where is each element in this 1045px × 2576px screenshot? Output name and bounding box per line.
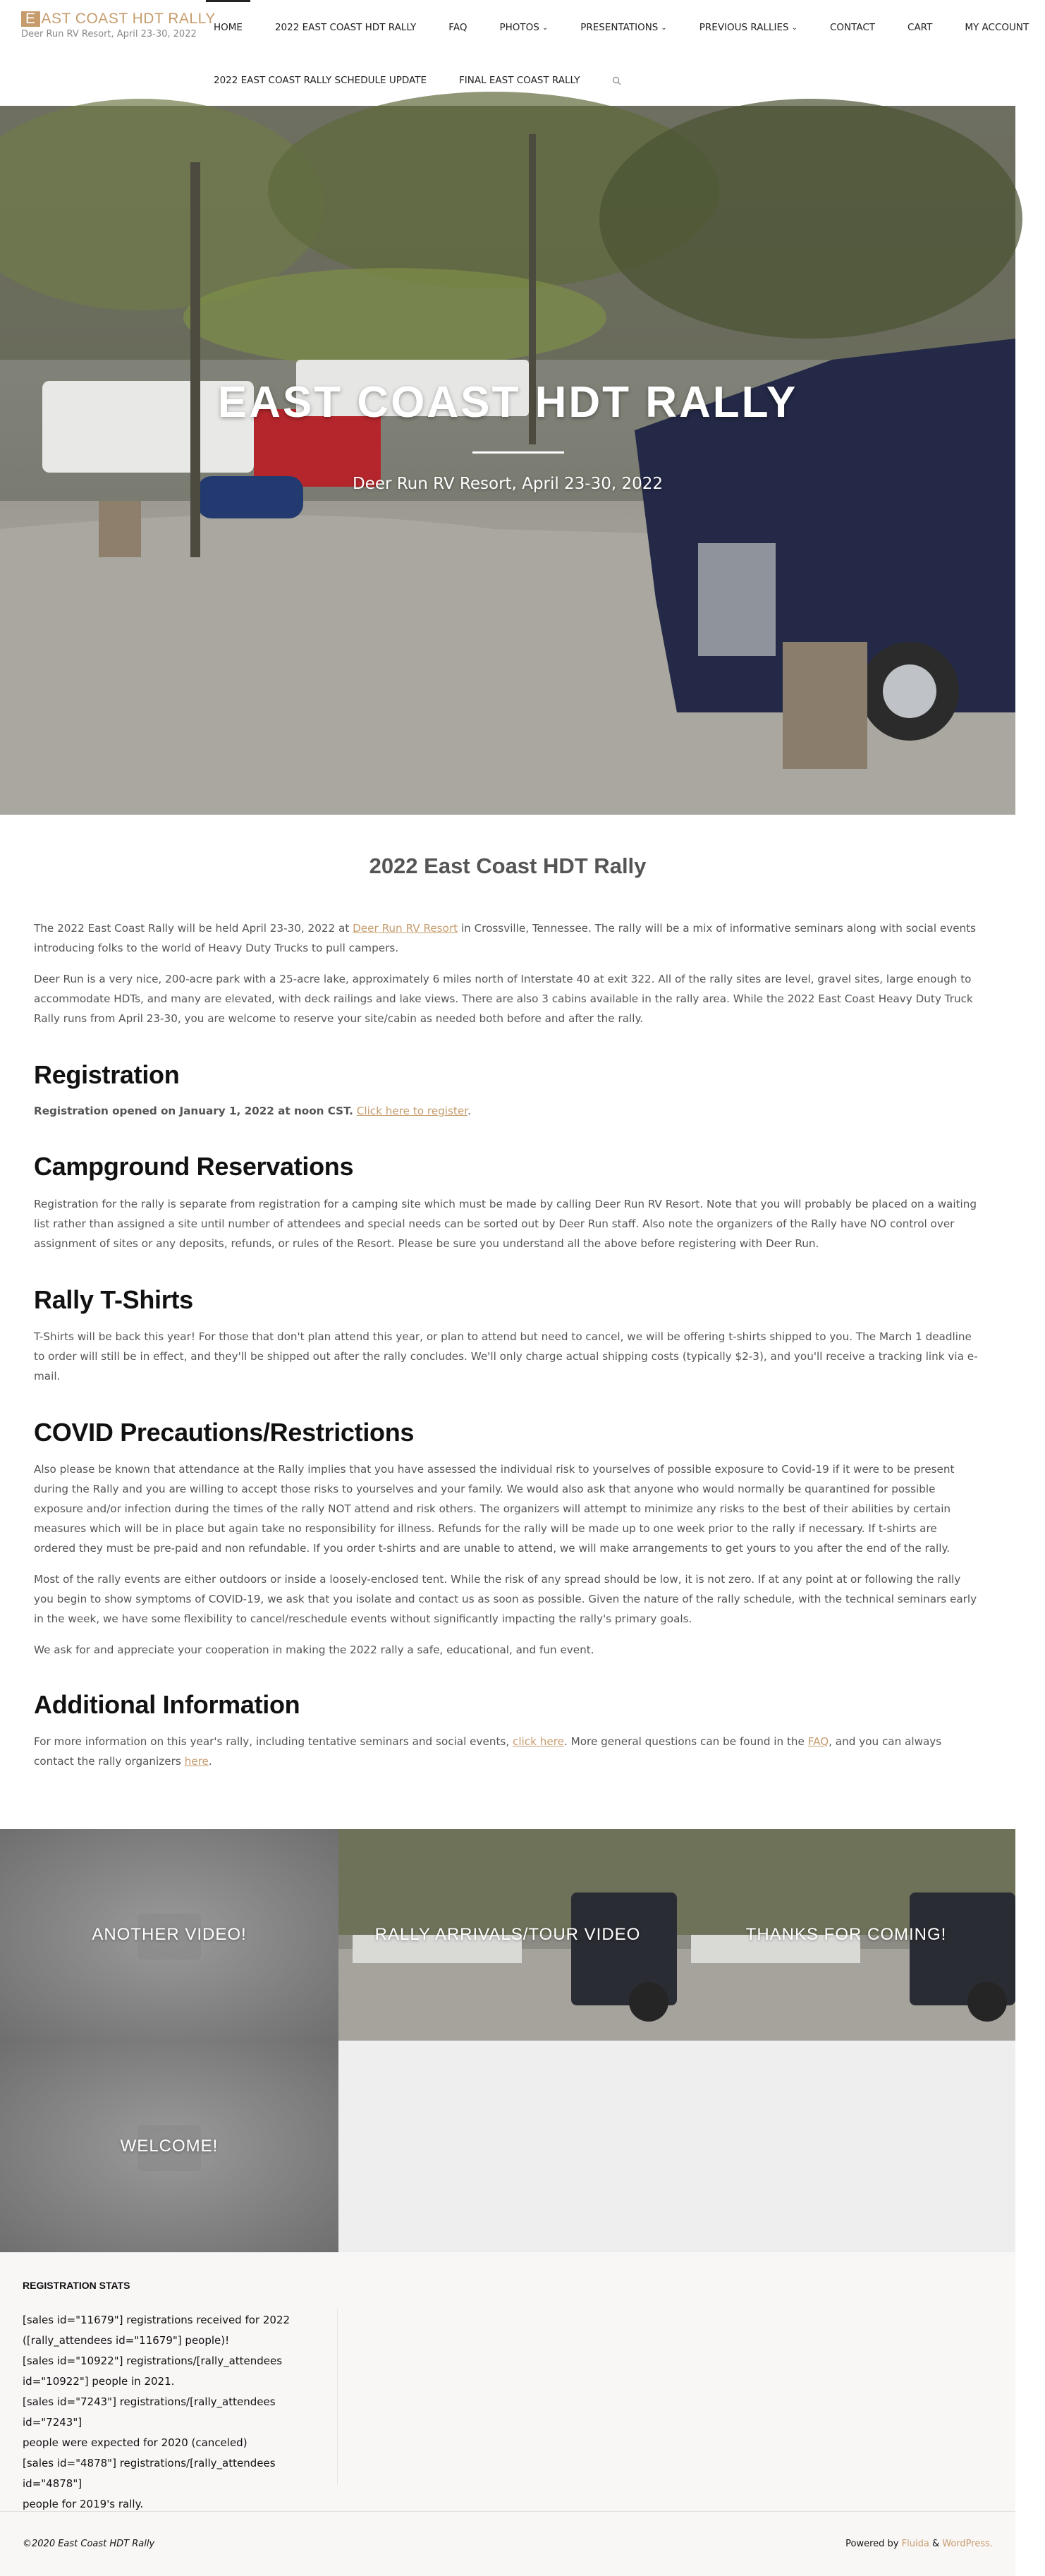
intro-paragraph-1: The 2022 East Coast Rally will be held April 23-30, 2022 at Deer Run RV Resort in Crossville, Tennessee. The rally will be a mix of informative seminars along with social events introducing folks to the world of Heavy Duty Trucks to pull campers. [34, 922, 977, 954]
search-icon[interactable] [596, 55, 637, 106]
tile-label: WELCOME! [120, 2137, 219, 2156]
nav-item-final-rally[interactable]: FINAL EAST COAST RALLY [458, 75, 580, 86]
hero-subtitle: Deer Run RV Resort, April 23-30, 2022 [352, 475, 664, 493]
tile-label: RALLY ARRIVALS/TOUR VIDEO [374, 1925, 641, 1944]
hero-banner [0, 106, 1015, 815]
nav-item-presentations[interactable]: PRESENTATIONS ⌄ [580, 22, 667, 33]
hero-background-image [0, 106, 1015, 815]
tile-label: ANOTHER VIDEO! [92, 1925, 247, 1944]
faq-link[interactable]: FAQ [807, 1735, 829, 1748]
nav-item-2022-rally[interactable]: 2022 EAST COAST HDT RALLY [274, 22, 417, 33]
nav-item-my-account[interactable]: MY ACCOUNT [965, 22, 1029, 33]
site-footer [0, 2512, 1015, 2576]
powered-by-text: Powered by Fluida & WordPress. [845, 2539, 993, 2549]
registration-paragraph: Registration opened on January 1, 2022 at noon CST. Click here to register. [34, 1105, 471, 1117]
copyright-text: ©2020 East Coast HDT Rally [23, 2539, 155, 2549]
register-link[interactable]: Click here to register [356, 1105, 468, 1117]
campground-heading: Campground Reservations [34, 1152, 354, 1181]
tshirts-paragraph: T-Shirts will be back this year! For those that don't plan attend this year, or plan to attend but need to cancel, we will be offering t-shirts shipped to you. The March 1 deadline to order will still be in effect, and they'll be shipped out after the rally concludes. We'll only charge actual shipping costs (typically $2-3), and you'll receive a tracking link via e-mail. [34, 1330, 978, 1383]
nav-item-schedule-update[interactable]: 2022 EAST COAST RALLY SCHEDULE UPDATE [214, 75, 427, 86]
nav-item-photos[interactable]: PHOTOS ⌄ [499, 22, 549, 33]
registration-stats-title: REGISTRATION STATS [23, 2280, 130, 2291]
hero-divider [472, 451, 564, 454]
deer-run-link[interactable]: Deer Run RV Resort [353, 922, 458, 935]
site-title[interactable]: E AST COAST HDT RALLY [21, 11, 216, 27]
tile-label: THANKS FOR COMING! [745, 1925, 947, 1944]
contact-organizers-link[interactable]: here [184, 1755, 209, 1768]
site-tagline: Deer Run RV Resort, April 23-30, 2022 [21, 29, 197, 40]
main-content [34, 815, 982, 1771]
covid-paragraph-2: Most of the rally events are either outdoors or inside a loosely-enclosed tent. While the risk of any spread should be low, it is not zero. If at any point at or following the rally you begin to show symptoms of COVID-19, we ask that you isolate and contact us as soon as possible. Given the nature of the rally schedule, with the technical seminars early in the week, we have some flexibility to cancel/reschedule events without significantly impacting the rally's primary goals. [34, 1573, 977, 1625]
covid-paragraph-3: We ask for and appreciate your cooperation in making the 2022 rally a safe, educational, and fun event. [34, 1644, 594, 1656]
hero-title: EAST COAST HDT RALLY [217, 378, 798, 427]
widget-divider [337, 2309, 338, 2485]
tile-rally-arrivals[interactable] [338, 1829, 677, 2041]
nav-item-cart[interactable]: CART [908, 22, 933, 33]
main-nav-row-1 [197, 0, 1045, 55]
campground-paragraph: Registration for the rally is separate from registration for a camping site which must be made by calling Deer Run RV Resort. Note that you will probably be placed on a waiting list rather than assigned a site until number of attendees and special needs can be sorted out by Deer Run staff. Also note the organizers of the Rally have NO control over assignment of sites or any deposits, refunds, or rules of the Resort. Please be sure you understand all the above before registering with Deer Run. [34, 1198, 977, 1250]
registration-heading: Registration [34, 1060, 180, 1089]
wordpress-link[interactable]: WordPress. [942, 2539, 993, 2549]
site-logo[interactable] [21, 11, 216, 40]
footer-widgets [0, 2252, 1015, 2511]
tile-welcome[interactable] [0, 2041, 338, 2252]
site-header [0, 0, 1029, 106]
covid-paragraph-1: Also please be known that attendance at the Rally implies that you have assessed the individual risk to yourselves of possible exposure to Covid-19 if it were to be present during the Rally and you are willing to accept those risks to yourselves and your family. We would also ask that anyone who would normally be quarantined for possible exposure and/or infection during the times of the rally NOT attend and risk others. The organizers will attempt to minimize any risks to the best of their abilities by certain measures which will be in place but again take no responsibility for illness. Refunds for the rally will be made up to one week prior to the rally if necessary. If t-shirts are ordered they must be pre-paid and non refundable. If you order t-shirts and are unable to attend, we will make arrangements to get yours to you after the end of the rally. [34, 1463, 955, 1555]
nav-item-faq[interactable]: FAQ [448, 22, 468, 33]
covid-heading: COVID Precautions/Restrictions [34, 1418, 415, 1447]
additional-info-paragraph: For more information on this year's rally, including tentative seminars and social events, click here. More general questions can be found in the FAQ, and you can always contact the rally organizers here. [34, 1735, 942, 1768]
intro-paragraph-2: Deer Run is a very nice, 200-acre park with a 25-acre lake, approximately 6 miles north of Interstate 40 at exit 322. All of the rally sites are level, gravel sites, large enough to accommodate HDTs, and many are elevated, with deck railings and lake views. There are also 3 cabins available in the rally area. While the 2022 East Coast Heavy Duty Truck Rally runs from April 23-30, you are welcome to reserve your site/cabin as needed both before and after the rally. [34, 973, 973, 1025]
nav-item-contact[interactable]: CONTACT [829, 22, 876, 33]
nav-item-previous-rallies[interactable]: PREVIOUS RALLIES ⌄ [699, 22, 798, 33]
more-info-link[interactable]: click here [512, 1735, 564, 1748]
additional-info-heading: Additional Information [34, 1690, 300, 1719]
fluida-link[interactable]: Fluida [901, 2539, 929, 2549]
video-tiles-grid [0, 1829, 1015, 2252]
registration-stats-text: [sales id="11679"] registrations received for 2022 ([rally_attendees id="11679"] people)! [sales id="10922"] registrations/[rally_attendees id="10922"] people in 2021. [sales id="7243"] registrations/[rally_attendees id="7243"] people were expected for 2020 (canceled) [sales id="4878"] registrations/[rally_attendees id="4878"] people for 2019's rally. [23, 2314, 291, 2510]
tile-thanks-for-coming[interactable] [677, 1829, 1015, 2041]
chevron-down-icon: ⌄ [791, 23, 798, 32]
chevron-down-icon: ⌄ [661, 23, 667, 32]
tshirts-heading: Rally T-Shirts [34, 1285, 193, 1314]
tile-another-video[interactable] [0, 1829, 338, 2041]
chevron-down-icon: ⌄ [542, 23, 549, 32]
page-title: 2022 East Coast HDT Rally [369, 853, 647, 878]
nav-item-home[interactable]: HOME [197, 0, 259, 55]
